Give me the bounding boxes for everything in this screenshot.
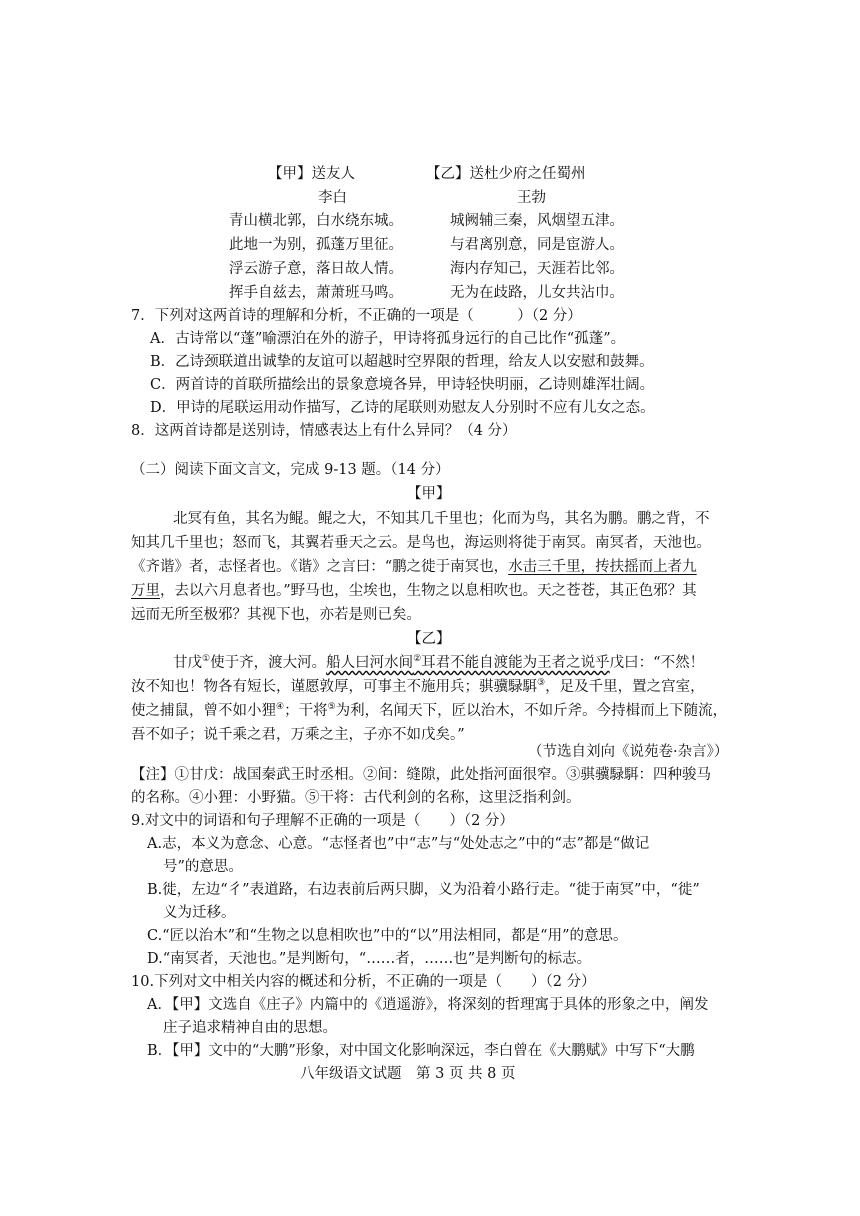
jia-line: 北冥有鱼，其名为鲲。鲲之大，不知其几千里也；化而为鸟，其名为鹏。鹏之背，不 <box>173 511 710 527</box>
poem-a-author: 李白 <box>318 190 347 206</box>
yi-text: 船人曰河水间 <box>326 655 414 671</box>
note-marker: ② <box>413 654 422 665</box>
note-marker: ③ <box>537 678 546 689</box>
poem-b-line: 与君离别意，同是宦游人。 <box>450 237 624 253</box>
jia-line <box>131 557 697 577</box>
q10-line: B．【甲】文中的“大鹏”形象，对中国文化影响深远，李白曾在《大鹏赋》中写下“大鹏 <box>147 1043 695 1059</box>
q7-option-d: D．甲诗的尾联运用动作描写，乙诗的尾联则劝慰友人分别时不应有儿女之态。 <box>150 400 655 416</box>
section2-heading: （二）阅读下面文言文，完成 9-13 题。（14 分） <box>131 462 450 478</box>
poem-b-line: 城阙辅三秦，风烟望五津。 <box>450 213 624 229</box>
jia-line <box>131 581 697 601</box>
note-marker: ① <box>202 654 211 665</box>
q9-line: 义为迁移。 <box>163 905 236 921</box>
q7-option-a: A．古诗常以“蓬”喻漂泊在外的游子，甲诗将孤身远行的自己比作“孤蓬”。 <box>150 331 626 347</box>
poem-a-line: 浮云游子意，落日故人情。 <box>229 261 403 277</box>
jia-underlined-sentence-end: 万里 <box>131 583 160 599</box>
jia-line: 远而无所至极邪？其视下也，亦若是则已矣。 <box>131 607 421 623</box>
q7-option-b: B．乙诗颈联道出诚挚的友谊可以超越时空界限的哲理，给友人以安慰和鼓舞。 <box>150 354 654 370</box>
note-marker: ④ <box>276 702 285 713</box>
yi-text: 为利，名闻天下，匠以治木，不如斤斧。今持楫而上下随流， <box>335 703 728 719</box>
jia-line: 知其几千里也；怒而飞，其翼若垂天之云。是鸟也，海运则将徙于南冥。南冥者，天池也。 <box>131 535 711 551</box>
yi-text: 使之捕鼠，曾不如小狸 <box>131 703 276 719</box>
yi-wavy-sentence <box>326 655 610 671</box>
yi-text: ，足及千里，置之宫室， <box>545 679 705 695</box>
q9-stem: 9.对文中的词语和句子理解不正确的一项是（ ）（2 分） <box>131 813 514 829</box>
yi-line <box>131 701 727 721</box>
q7-option-c: C．两首诗的首联所描绘出的景象意境各异，甲诗轻快明丽，乙诗则雄浑壮阔。 <box>150 377 655 393</box>
q8-stem: 8．这两首诗都是送别诗，情感表达上有什么异同？（4 分） <box>131 423 517 439</box>
notes-line: 【注】①甘戊：战国秦武王时丞相。②间：缝隙，此处指河面很窄。③骐骥騄駬：四种骏马 <box>131 767 711 783</box>
notes-line: 的名称。④小狸：小野猫。⑤干将：古代利剑的名称，这里泛指利剑。 <box>131 790 581 806</box>
jia-text: 《齐谐》者，志怪者也。《谐》之言曰：“鹏之徙于南冥也， <box>131 559 509 575</box>
poem-a-line: 此地一为别，孤蓬万里征。 <box>229 237 403 253</box>
note-marker: ⑤ <box>327 702 336 713</box>
page-footer: 八年级语文试题 第 3 页 共 8 页 <box>300 1066 516 1082</box>
jia-label: 【甲】 <box>407 486 451 502</box>
yi-line: 吾不如子；说千乘之君，万乘之主，子亦不如戊矣。” <box>131 727 465 743</box>
poem-b-title: 【乙】送杜少府之任蜀州 <box>426 166 586 182</box>
q9-line: A.志，本义为意念、心意。“志怪者也”中“志”与“处处志之”中的“志”都是“做记 <box>147 836 650 852</box>
yi-label: 【乙】 <box>407 631 451 647</box>
q7-stem: 7．下列对这两首诗的理解和分析，不正确的一项是（ ）（2 分） <box>131 308 582 324</box>
poem-a-title: 【甲】送友人 <box>268 166 355 182</box>
poem-a-line: 挥手自兹去，萧萧班马鸣。 <box>229 285 403 301</box>
yi-text: 耳君不能自渡能为王者之说乎 <box>421 655 610 671</box>
q10-line: 庄子追求精神自由的思想。 <box>163 1020 337 1036</box>
yi-line <box>131 677 705 697</box>
yi-text: ；干将 <box>284 703 328 719</box>
poem-b-line: 海内存知己，天涯若比邻。 <box>450 261 624 277</box>
q10-stem: 10.下列对文中相关内容的概述和分析，不正确的一项是（ ）（2 分） <box>131 974 596 990</box>
jia-underlined-sentence: 水击三千里，抟扶摇而上者九 <box>508 559 697 575</box>
jia-text: ，去以六月息者也。”野马也，尘埃也，生物之以息相吹也。天之苍苍，其正色邪？其 <box>160 583 697 599</box>
poem-b-author: 王勃 <box>517 190 546 206</box>
poem-a-line: 青山横北郭，白水绕东城。 <box>229 213 403 229</box>
yi-text: 戊曰：“不然！ <box>609 655 705 671</box>
yi-text: 甘戊 <box>173 655 202 671</box>
q10-line: A．【甲】文选自《庄子》内篇中的《逍遥游》，将深刻的哲理寓于具体的形象之中，阐发 <box>147 997 709 1013</box>
q9-line: 号”的意思。 <box>163 859 243 875</box>
yi-text: 汝不知也！物各有短长，谨愿敦厚，可事主不施用兵；骐骥騄駬 <box>131 679 537 695</box>
yi-text: 使于齐，渡大河。 <box>210 655 327 671</box>
poem-b-line: 无为在歧路，儿女共沾巾。 <box>450 285 624 301</box>
q9-line: D.“南冥者，天池也。”是判断句，“……者，……也”是判断句的标志。 <box>147 951 592 967</box>
yi-line <box>173 653 704 673</box>
q9-line: B.徙，左边“彳”表道路，右边表前后两只脚，义为沿着小路行走。“徙于南冥”中，“徙” <box>147 882 700 898</box>
source-citation: （节选自刘向《说苑卷·杂言》） <box>528 744 729 760</box>
q9-line: C.“匠以治木”和“生物之以息相吹也”中的“以”用法相同，都是“用”的意思。 <box>147 928 628 944</box>
